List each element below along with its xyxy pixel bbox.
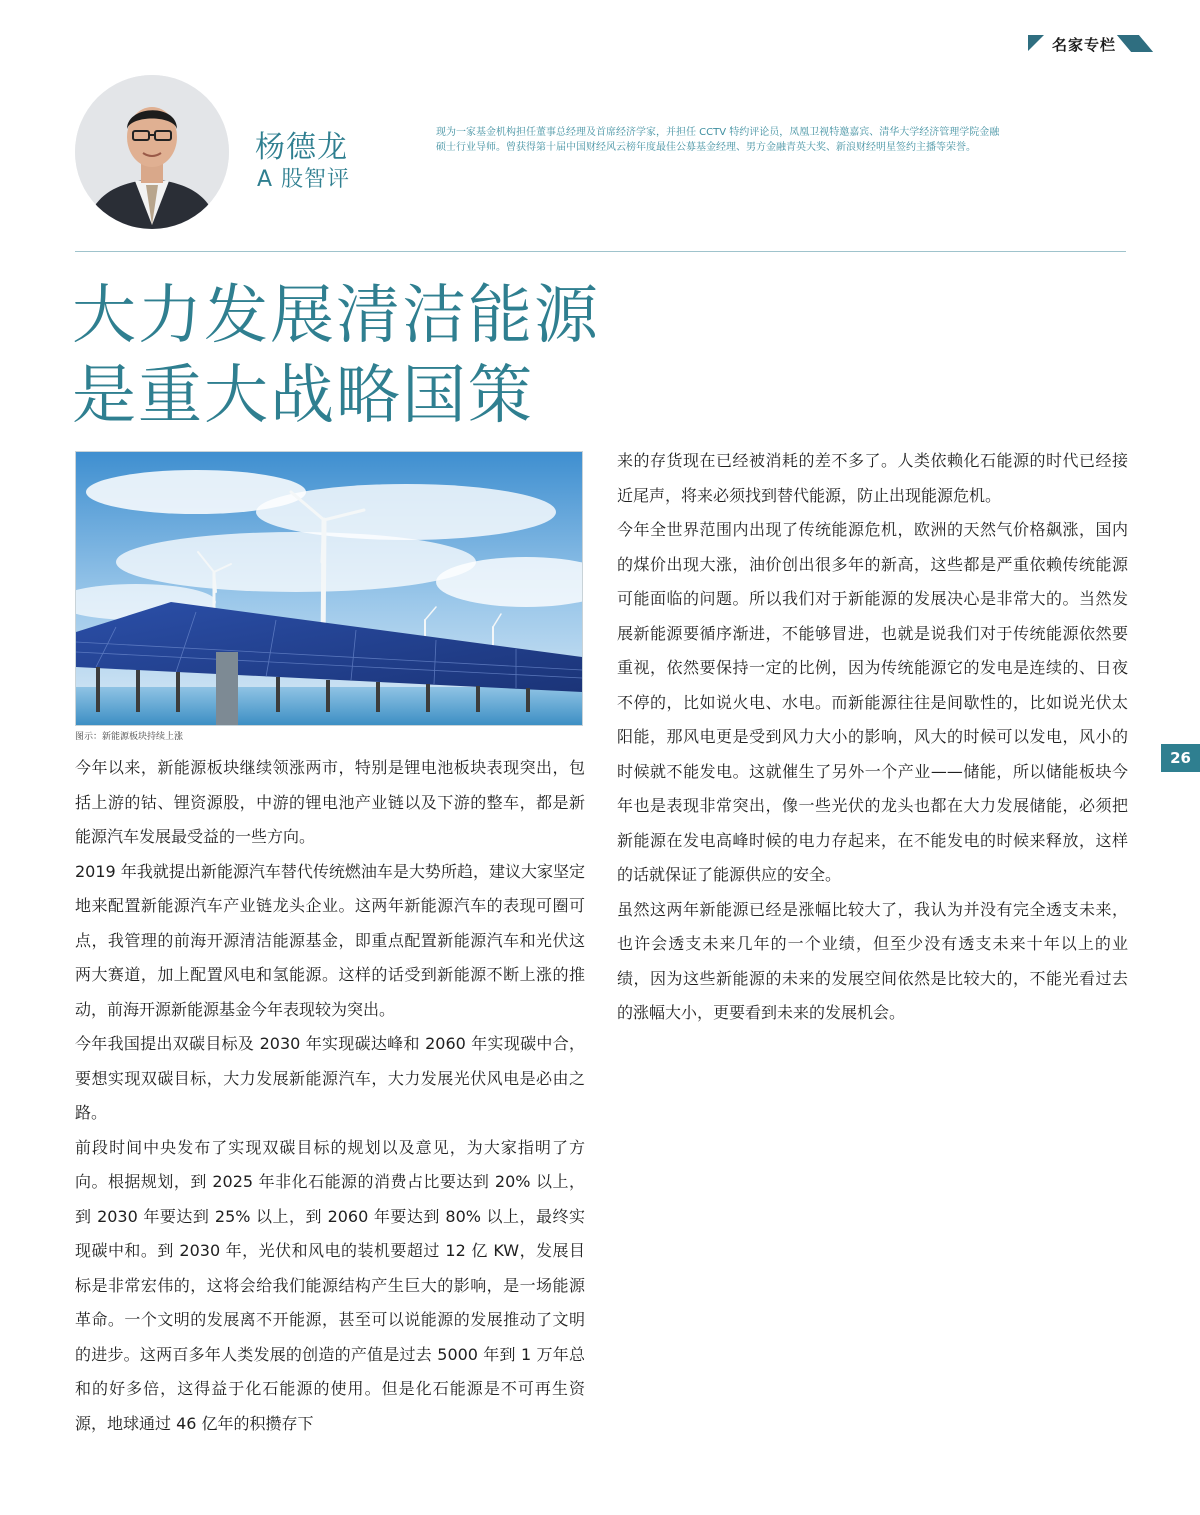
article-title-line-2: 是重大战略国策 — [72, 359, 534, 433]
paragraph: 来的存货现在已经被消耗的差不多了。人类依赖化石能源的时代已经接近尾声，将来必须找到替代能源，防止出现能源危机。 — [617, 451, 1128, 505]
author-name: 杨德龙 — [255, 130, 348, 165]
article-title — [72, 276, 600, 436]
paragraph: 今年以来，新能源板块继续领涨两市，特别是锂电池板块表现突出，包括上游的钴、锂资源股，中游的锂电池产业链以及下游的整车，都是新能源汽车发展最受益的一些方向。 — [75, 758, 585, 846]
paragraph: 2019 年我就提出新能源汽车替代传统燃油车是大势所趋，建议大家坚定地来配置新能源汽车产业链龙头企业。这两年新能源汽车的表现可圈可点，我管理的前海开源清洁能源基金，即重点配置新能源汽车和光伏这两大赛道，加上配置风电和氢能源。这样的话受到新能源不断上涨的推动，前海开源新能源基金今年表现较为突出。 — [75, 861, 585, 1019]
paragraph: 今年全世界范围内出现了传统能源危机，欧洲的天然气价格飙涨，国内的煤价出现大涨，油价创出很多年的新高，这些都是严重依赖传统能源可能面临的问题。所以我们对于新能源的发展决心是非常大的。当然发展新能源要循序渐进，不能够冒进，也就是说我们对于传统能源依然要重视，依然要保持一定的比例，因为传统能源它的发电是连续的、日夜不停的，比如说火电、水电。而新能源往往是间歇性的，比如说光伏太阳能，那风电更是受到风力大小的影响，风大的时候可以发电，风小的时候就不能发电。这就催生了另外一个产业——储能，所以储能板块今年也是表现非常突出，像一些光伏的龙头也都在大力发展储能，必须把新能源在发电高峰时候的电力存起来，在不能发电的时候来释放，这样的话就保证了能源供应的安全。 — [617, 520, 1128, 884]
author-avatar — [75, 75, 229, 229]
author-column-title: A 股智评 — [257, 167, 351, 192]
photo-caption: 图示：新能源板块持续上涨 — [75, 732, 184, 742]
tag-slash-icon — [1117, 35, 1153, 52]
article-title-line-1: 大力发展清洁能源 — [72, 279, 600, 353]
author-bio: 现为一家基金机构担任董事总经理及首席经济学家，并担任 CCTV 特约评论员，凤凰卫视特邀嘉宾、清华大学经济管理学院金融硕士行业导师。曾获得第十届中国财经风云榜年度最佳公募基金经理、男方金融青英大奖、新浪财经明星签约主播等荣誉。 — [436, 127, 1000, 153]
page-number-badge: 26 — [1161, 744, 1200, 772]
header-divider — [75, 251, 1126, 252]
paragraph: 虽然这两年新能源已经是涨幅比较大了，我认为并没有完全透支未来，也许会透支未来几年的一个业绩，但至少没有透支未来十年以上的业绩，因为这些新能源的未来的发展空间依然是比较大的，不能光看过去的涨幅大小，更要看到未来的发展机会。 — [617, 899, 1128, 1022]
article-column-right — [617, 444, 1128, 1031]
column-tag-label: 名家专栏 — [1052, 36, 1117, 54]
article-column-left — [75, 751, 585, 1441]
solar-wind-photo — [75, 451, 583, 726]
paragraph: 前段时间中央发布了实现双碳目标的规划以及意见，为大家指明了方向。根据规划，到 2025 年非化石能源的消费占比要达到 20% 以上，到 2030 年要达到 25% 以上，到 2060 年要达到 80% 以上，最终实现碳中和。到 2030 年，光伏和风电的装机要超过 12 亿 KW，发展目标是非常宏伟的，这将会给我们能源结构产生巨大的影响，是一场能源革命。一个文明的发展离不开能源，甚至可以说能源的发展推动了文明的进步。这两百多年人类发展的创造的产值是过去 5000 年到 1 万年总和的好多倍，这得益于化石能源的使用。但是化石能源是不可再生资源，地球通过 46 亿年的积攒存下 — [75, 1137, 585, 1433]
column-tag — [1028, 33, 1144, 55]
paragraph: 今年我国提出双碳目标及 2030 年实现碳达峰和 2060 年实现碳中合，要想实现双碳目标，大力发展新能源汽车，大力发展光伏风电是必由之路。 — [75, 1034, 585, 1122]
tag-triangle-icon — [1028, 35, 1044, 51]
